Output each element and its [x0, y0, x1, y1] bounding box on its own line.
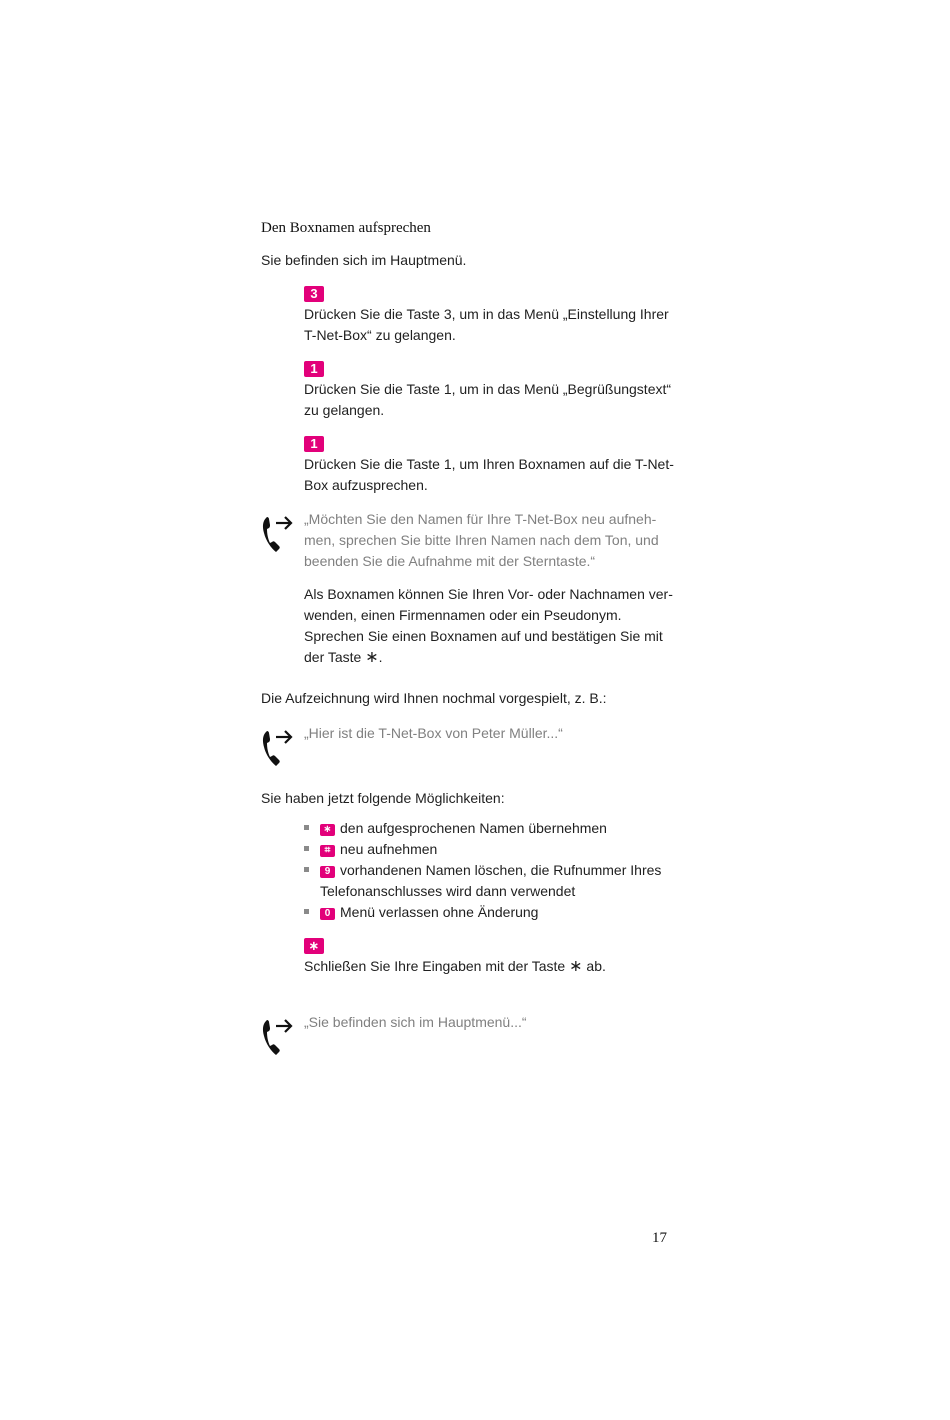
star-key-symbol: ∗	[569, 958, 583, 975]
step-line: Drücken Sie die Taste 3, um in das Menü „Einstellung Ihrer	[304, 306, 669, 322]
key-9-icon: 9	[320, 866, 335, 878]
info-line: Als Boxnamen können Sie Ihren Vor- oder Nachnamen ver-	[304, 586, 673, 602]
playback-text: Die Aufzeichnung wird Ihnen nochmal vorgespielt, z. B.:	[261, 690, 607, 706]
list-item	[304, 860, 684, 902]
key-1-icon: 1	[304, 436, 324, 452]
step-instruction	[304, 379, 671, 421]
step-instruction	[304, 304, 669, 346]
final-text: ab.	[586, 958, 606, 974]
key-3-icon: 3	[304, 286, 324, 302]
announcement-line: „Möchten Sie den Namen für Ihre T-Net-Box neu aufneh-	[304, 511, 657, 527]
option-text: neu aufnehmen	[340, 841, 438, 857]
option-text: den aufgesprochenen Namen übernehmen	[340, 820, 607, 836]
announcement-line: men, sprechen Sie bitte Ihren Namen nach dem Ton, und	[304, 532, 659, 548]
info-line: Sprechen Sie einen Boxnamen auf und bestätigen Sie mit	[304, 628, 663, 644]
key-1-icon: 1	[304, 361, 324, 377]
bullet-icon	[304, 846, 309, 851]
phone-announcement-icon	[260, 726, 296, 768]
list-item	[304, 902, 684, 923]
announcement-text: „Sie befinden sich im Hauptmenü...“	[304, 1014, 527, 1030]
info-line	[304, 647, 673, 668]
bullet-icon	[304, 825, 309, 830]
step-line: Drücken Sie die Taste 1, um Ihren Boxnamen auf die T-Net-	[304, 456, 674, 472]
step-line: zu gelangen.	[304, 402, 385, 418]
hash-key-icon: ⌗	[320, 845, 335, 857]
step-line: Box aufzusprechen.	[304, 477, 428, 493]
announcement-line: beenden Sie die Aufnahme mit der Sterntaste.“	[304, 553, 596, 569]
star-key-icon: ∗	[320, 824, 335, 836]
option-text: Menü verlassen ohne Änderung	[340, 904, 539, 920]
key-0-icon: 0	[320, 908, 335, 920]
phone-announcement-icon	[260, 512, 296, 554]
boxname-info	[304, 584, 673, 668]
list-item	[304, 839, 684, 860]
option-text: vorhandenen Namen löschen, die Rufnummer Ihres	[340, 862, 662, 878]
star-key-symbol: ∗	[365, 649, 379, 666]
section-heading: Den Boxnamen aufsprechen	[261, 220, 431, 236]
options-intro: Sie haben jetzt folgende Möglichkeiten:	[261, 790, 505, 806]
options-list	[304, 818, 684, 923]
step-line: T-Net-Box“ zu gelangen.	[304, 327, 456, 343]
bullet-icon	[304, 909, 309, 914]
page-number: 17	[652, 1230, 667, 1246]
step-instruction	[304, 454, 674, 496]
final-instruction	[304, 956, 606, 977]
bullet-icon	[304, 867, 309, 872]
intro-text: Sie befinden sich im Hauptmenü.	[261, 252, 467, 268]
star-key-icon: ∗	[304, 938, 324, 954]
info-line: wenden, einen Firmennamen oder ein Pseudonym.	[304, 607, 622, 623]
phone-announcement-icon	[260, 1015, 296, 1057]
final-text: Schließen Sie Ihre Eingaben mit der Taste	[304, 958, 566, 974]
info-text: der Taste	[304, 649, 362, 665]
announcement-text: „Hier ist die T-Net-Box von Peter Müller...“	[304, 725, 563, 741]
list-item	[304, 818, 684, 839]
info-text: .	[378, 649, 383, 665]
step-line: Drücken Sie die Taste 1, um in das Menü „Begrüßungstext“	[304, 381, 672, 397]
option-text: Telefonanschlusses wird dann verwendet	[320, 883, 576, 899]
announcement-text	[304, 509, 659, 572]
